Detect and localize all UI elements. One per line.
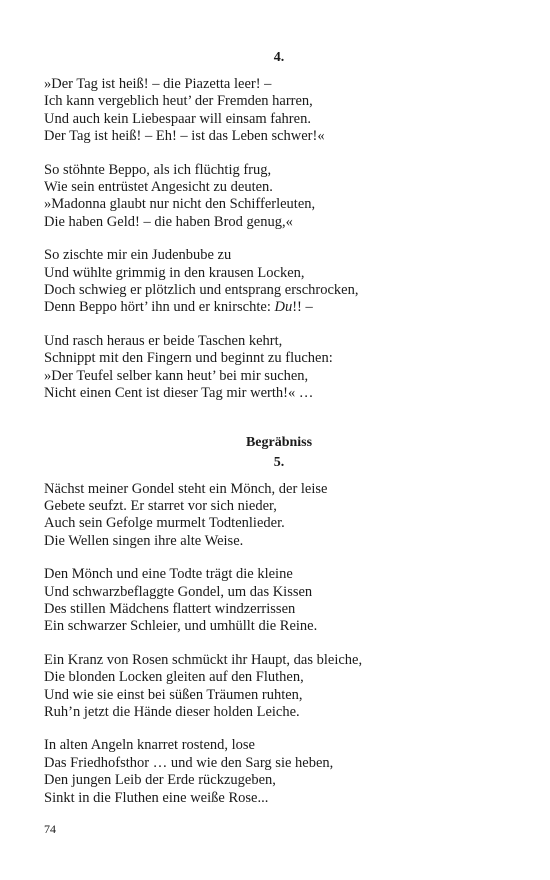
poem-title: Begräbniss <box>245 434 313 450</box>
verse-line: Gebete seufzt. Er starret vor sich nieder, <box>44 497 277 514</box>
stanza <box>44 481 514 551</box>
poem-number: 5. <box>273 454 285 470</box>
stanza <box>44 566 514 636</box>
verse-line: Wie sein entrüstet Angesicht zu deuten. <box>44 179 273 196</box>
verse-line: Die Wellen singen ihre alte Weise. <box>44 532 244 549</box>
verse-line: Des stillen Mädchens flattert windzerrissen <box>44 600 296 617</box>
verse-line: Doch schwieg er plötzlich und entsprang erschrocken, <box>44 282 359 299</box>
verse-line: Und wie sie einst bei süßen Träumen ruhten, <box>44 686 303 703</box>
verse-line: Und schwarzbeflaggte Gondel, um das Kissen <box>44 583 313 600</box>
verse-line: So zischte mir ein Judenbube zu <box>44 247 232 264</box>
verse-line: So stöhnte Beppo, als ich flüchtig frug, <box>44 161 272 178</box>
page-body <box>44 48 514 823</box>
stanza <box>44 737 514 807</box>
verse-line: Und rasch heraus er beide Taschen kehrt, <box>44 332 283 349</box>
verse-line: Ich kann vergeblich heut’ der Fremden harren, <box>44 93 313 110</box>
verse-line: Ein Kranz von Rosen schmückt ihr Haupt, das bleiche, <box>44 651 363 668</box>
verse-line: Ein schwarzer Schleier, und umhüllt die Reine. <box>44 618 318 635</box>
verse-text: Denn Beppo hört’ ihn und er knirschte: <box>44 299 275 316</box>
stanza <box>44 333 514 403</box>
verse-line: Auch sein Gefolge murmelt Todtenlieder. <box>44 515 285 532</box>
stanza <box>44 162 514 232</box>
verse-line: »Der Teufel selber kann heut’ bei mir suchen, <box>44 367 309 384</box>
verse-line: Das Friedhofsthor … und wie den Sarg sie heben, <box>44 754 334 771</box>
verse-line: Die blonden Locken gleiten auf den Fluthen, <box>44 669 304 686</box>
stanza <box>44 76 514 146</box>
verse-line <box>44 299 514 316</box>
verse-line: Nicht einen Cent ist dieser Tag mir werth!« … <box>44 385 314 402</box>
verse-line: Und wühlte grimmig in den krausen Locken, <box>44 264 305 281</box>
verse-line: Nächst meiner Gondel steht ein Mönch, der leise <box>44 480 328 497</box>
poem-number: 4. <box>273 50 285 65</box>
verse-text: !! – <box>292 299 313 316</box>
verse-line: Ruh’n jetzt die Hände dieser holden Leiche. <box>44 703 300 720</box>
page-number: 74 <box>44 822 56 836</box>
emphasized-word: Du <box>274 299 293 316</box>
verse-line: Schnippt mit den Fingern und beginnt zu fluchen: <box>44 350 333 367</box>
verse-line: »Madonna glaubt nur nicht den Schifferleuten, <box>44 196 316 213</box>
verse-line: »Der Tag ist heiß! – die Piazetta leer! – <box>44 76 272 92</box>
verse-line: Die haben Geld! – die haben Brod genug,« <box>44 213 293 230</box>
verse-line: Und auch kein Liebespaar will einsam fahren. <box>44 110 311 127</box>
verse-line: In alten Angeln knarret rostend, lose <box>44 737 255 754</box>
verse-line: Sinkt in die Fluthen eine weiße Rose... <box>44 789 269 806</box>
stanza <box>44 247 514 317</box>
verse-line: Den Mönch und eine Todte trägt die kleine <box>44 566 293 583</box>
verse-line: Der Tag ist heiß! – Eh! – ist das Leben schwer!« <box>44 128 325 145</box>
stanza <box>44 652 514 722</box>
verse-line: Den jungen Leib der Erde rückzugeben, <box>44 772 276 789</box>
